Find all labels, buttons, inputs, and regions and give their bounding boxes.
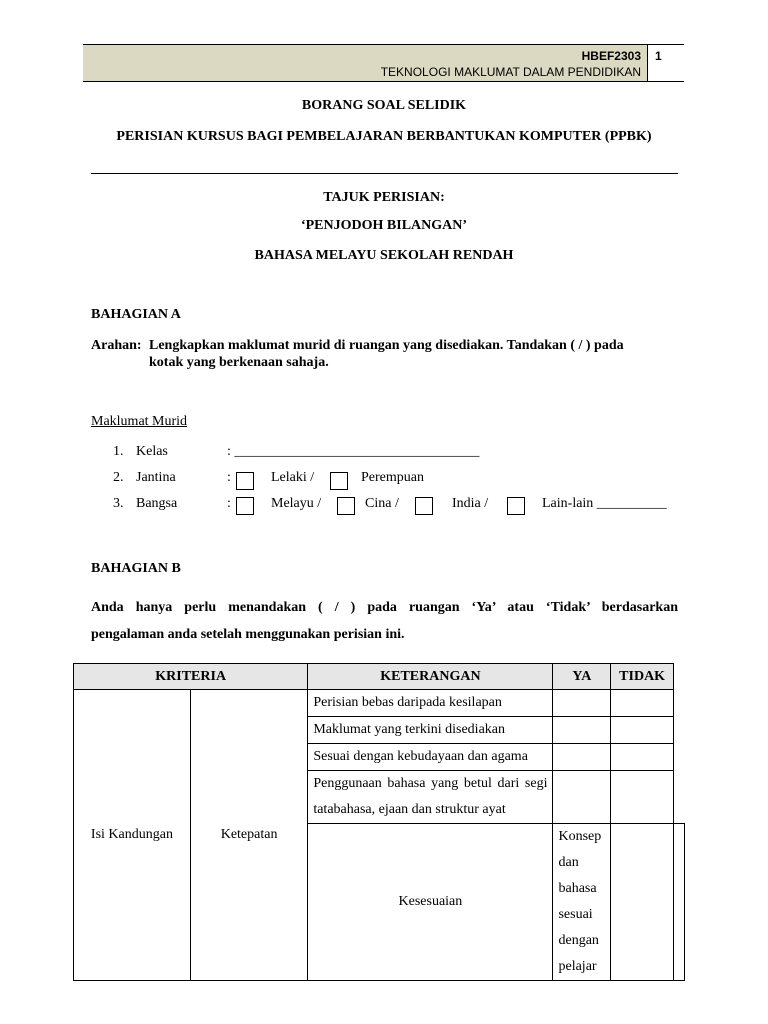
item-2-colon: :	[227, 470, 231, 485]
item-3-colon: :	[227, 496, 231, 511]
header-kriteria: KRITERIA	[74, 664, 308, 690]
section-b-heading: BAHAGIAN B	[91, 561, 181, 576]
student-info-heading: Maklumat Murid	[91, 414, 188, 429]
tidak-cell[interactable]	[611, 717, 674, 744]
race-other-checkbox[interactable]	[507, 497, 525, 515]
group-ketepatan: Ketepatan	[190, 690, 307, 981]
header-divider	[647, 45, 648, 81]
topic-label: TAJUK PERISIAN:	[323, 190, 445, 205]
item-3-label: Bangsa	[136, 496, 178, 511]
race-indian-checkbox[interactable]	[415, 497, 433, 515]
ya-cell[interactable]	[553, 771, 611, 824]
ya-cell[interactable]	[611, 824, 674, 981]
item-1-number: 1.	[113, 444, 124, 459]
tidak-cell[interactable]	[611, 690, 674, 717]
subject-name: BAHASA MELAYU SEKOLAH RENDAH	[254, 248, 514, 263]
header-keterangan: KETERANGAN	[308, 664, 553, 690]
race-other-label: Lain-lain __________	[542, 496, 667, 511]
section-b-instruction-line1: Anda hanya perlu menandakan ( / ) pada ruangan ‘Ya’ atau ‘Tidak’ berdasarkan	[91, 600, 678, 615]
criteria-text: Perisian bebas daripada kesilapan	[308, 690, 553, 717]
header-ya: YA	[553, 664, 611, 690]
section-a-instruction-label: Arahan:	[91, 338, 142, 353]
item-1-label: Kelas	[136, 444, 168, 459]
section-b-instruction-line2: pengalaman anda setelah menggunakan perisian ini.	[91, 627, 405, 642]
section-a-instruction-line1: Lengkapkan maklumat murid di ruangan yang disediakan. Tandakan ( / ) pada	[149, 338, 624, 353]
gender-female-label: Perempuan	[361, 470, 424, 485]
category-cell: Isi Kandungan	[74, 690, 191, 981]
race-chinese-checkbox[interactable]	[337, 497, 355, 515]
form-title: BORANG SOAL SELIDIK	[301, 98, 467, 113]
page-number: 1	[655, 49, 662, 63]
race-indian-label: India /	[452, 496, 489, 511]
race-malay-label: Melayu /	[271, 496, 322, 511]
race-malay-checkbox[interactable]	[236, 497, 254, 515]
ya-cell[interactable]	[553, 717, 611, 744]
section-a-heading: BAHAGIAN A	[91, 307, 181, 322]
form-subtitle: PERISIAN KURSUS BAGI PEMBELAJARAN BERBANTUKAN KOMPUTER (PPBK)	[116, 129, 652, 144]
item-2-number: 2.	[113, 470, 124, 485]
header-tidak: TIDAK	[611, 664, 674, 690]
course-name: TEKNOLOGI MAKLUMAT DALAM PENDIDIKAN	[380, 65, 641, 79]
gender-female-checkbox[interactable]	[330, 472, 348, 490]
group-kesesuaian: Kesesuaian	[308, 824, 553, 981]
item-3-number: 3.	[113, 496, 124, 511]
topic-name: ‘PENJODOH BILANGAN’	[300, 218, 468, 233]
race-chinese-label: Cina /	[365, 496, 399, 511]
section-a-instruction-line2: kotak yang berkenaan sahaja.	[149, 355, 329, 370]
header-title-cell	[83, 45, 647, 81]
gender-male-label: Lelaki /	[271, 470, 315, 485]
course-code: HBEF2303	[581, 49, 641, 63]
tidak-cell[interactable]	[611, 771, 674, 824]
item-2-label: Jantina	[136, 470, 176, 485]
ya-cell[interactable]	[553, 744, 611, 771]
title-divider	[91, 173, 678, 174]
tidak-cell[interactable]	[611, 744, 674, 771]
criteria-text: Sesuai dengan kebudayaan dan agama	[308, 744, 553, 771]
criteria-text: Penggunaan bahasa yang betul dari segi tatabahasa, ejaan dan struktur ayat	[308, 771, 553, 824]
document-header	[83, 44, 684, 82]
ya-cell[interactable]	[553, 690, 611, 717]
criteria-table	[73, 663, 685, 981]
class-field[interactable]: : ___________________________________	[227, 444, 480, 459]
table-header-row	[74, 664, 685, 690]
tidak-cell[interactable]	[674, 824, 685, 981]
criteria-text: Konsep dan bahasa sesuai dengan pelajar	[553, 824, 611, 981]
criteria-text: Maklumat yang terkini disediakan	[308, 717, 553, 744]
gender-male-checkbox[interactable]	[236, 472, 254, 490]
table-row	[74, 690, 685, 717]
